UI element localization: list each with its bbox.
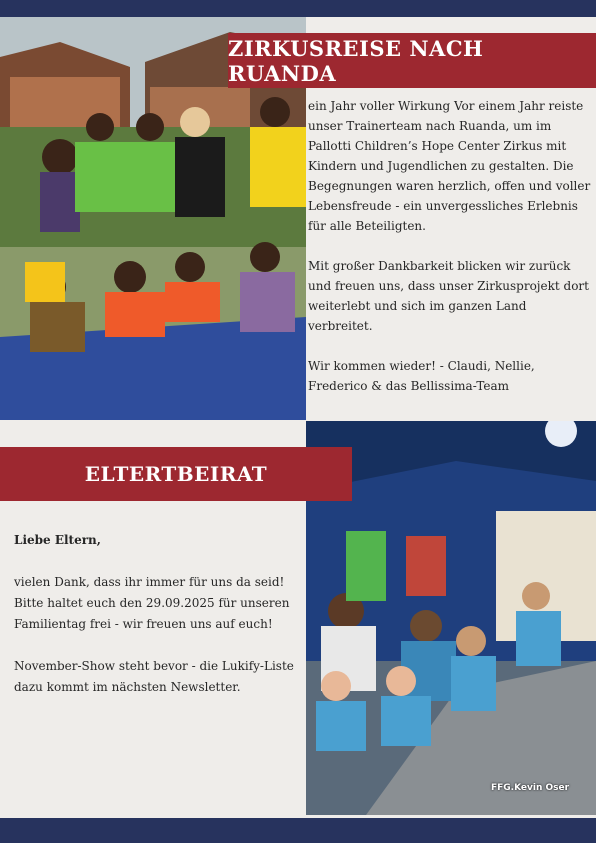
section-title-elternbeirat: ELTERTBEIRAT bbox=[0, 447, 352, 501]
photo-credit: FFG.Kevin Oser bbox=[491, 783, 570, 793]
top-band bbox=[0, 0, 596, 17]
ruanda-paragraph-1: ein Jahr voller Wirkung Vor einem Jahr reiste unser Trainerteam nach Ruanda, um im Pallotti Children’s Hope Center Zirkus mit Kindern und Jugendlichen zu gestalten. Die Begegnungen waren herzlich, offen und voller Lebensfreude - ein unvergessliches Erlebnis für alle Beteiligten. bbox=[308, 99, 591, 233]
section-title-ruanda: ZIRKUSREISE NACH RUANDA bbox=[228, 33, 596, 88]
elternbeirat-article bbox=[14, 530, 304, 719]
eltern-greeting: Liebe Eltern, bbox=[14, 533, 101, 547]
eltern-paragraph-2: November-Show steht bevor - die Lukify-Liste dazu kommt im nächsten Newsletter. bbox=[14, 659, 294, 694]
ruanda-paragraph-2: Mit großer Dankbarkeit blicken wir zurück und freuen uns, dass unser Zirkusprojekt dort weiterlebt und sich im ganzen Land verbreitet. bbox=[308, 259, 589, 333]
bottom-band bbox=[0, 818, 596, 843]
ruanda-paragraph-3: Wir kommen wieder! - Claudi, Nellie, Frederico & das Bellissima-Team bbox=[308, 359, 535, 393]
ruanda-article bbox=[308, 96, 592, 416]
eltern-paragraph-1: vielen Dank, dass ihr immer für uns da seid! Bitte haltet euch den 29.09.2025 für unseren Familientag frei - wir freuen uns auf euch! bbox=[14, 575, 290, 631]
